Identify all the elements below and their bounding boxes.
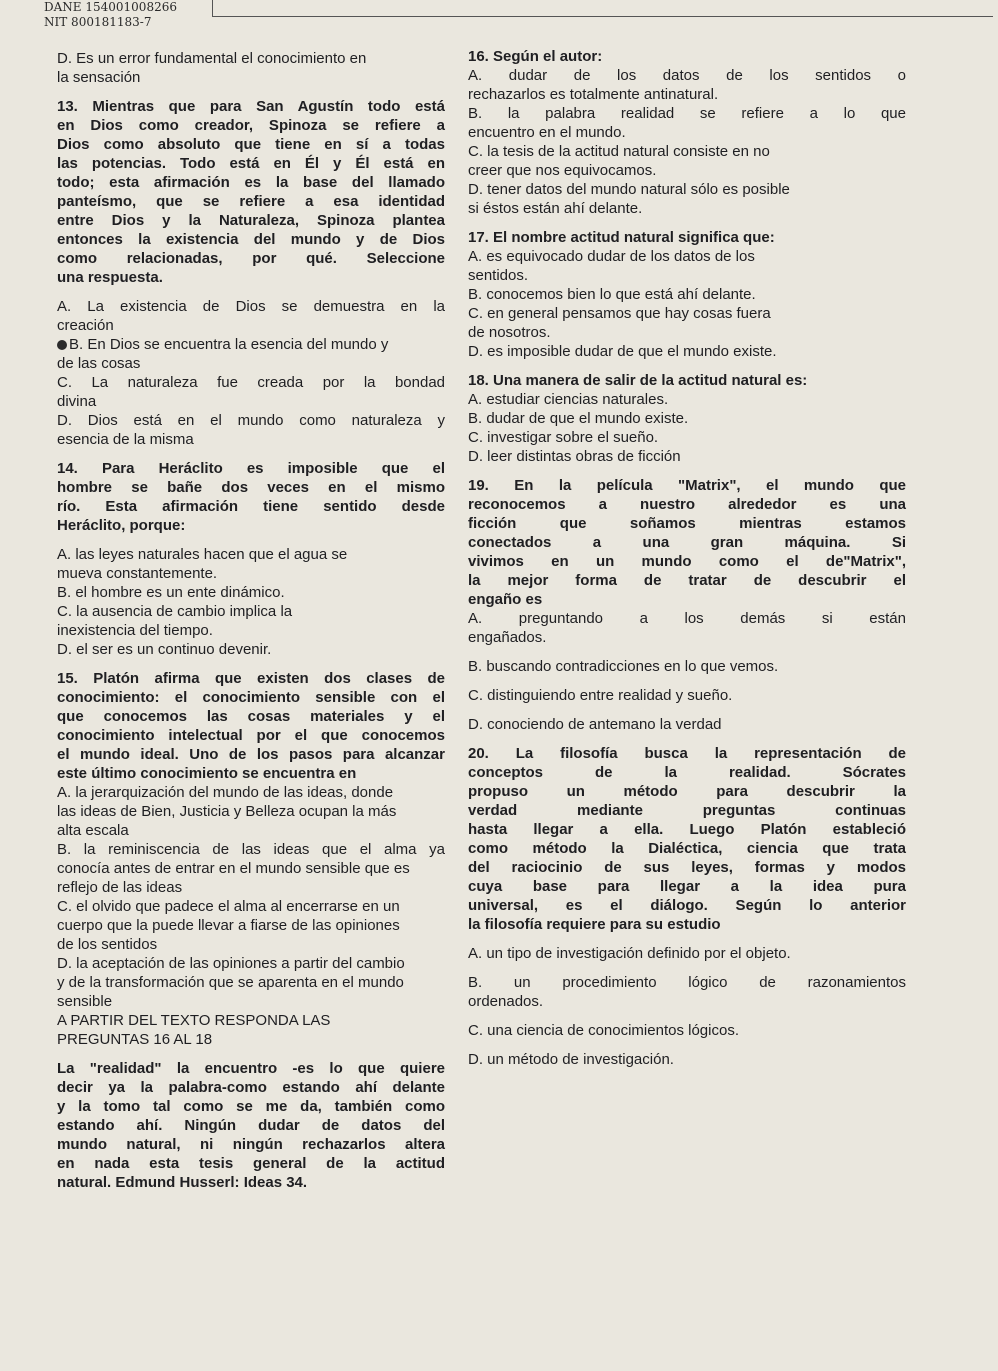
line-text: B. dudar de que el mundo existe. [468, 410, 689, 427]
line-text: Dios como absoluto que tiene en sí a todas [57, 136, 445, 153]
text-line [468, 658, 906, 675]
line-text: conocimiento: el conocimiento sensible con el [57, 689, 445, 706]
text-line [468, 286, 906, 303]
line-text: río. Esta afirmación tiene sentido desde [57, 498, 445, 515]
line-text: la mejor forma de tratar de descubrir el [468, 572, 906, 589]
line-text: el mundo ideal. Uno de los pasos para alcanzar [57, 746, 445, 763]
line-text: La "realidad" la encuentro -es lo que quiere [57, 1060, 445, 1077]
line-text: C. el olvido que padece el alma al encerrarse en un [57, 898, 400, 915]
line-text: entonces la existencia del mundo y de Dios [57, 231, 445, 248]
line-text: hombre se bañe dos veces en el mismo [57, 479, 445, 496]
text-line [57, 298, 445, 315]
line-text: divina [57, 393, 97, 410]
text-line [57, 479, 445, 496]
text-line [468, 124, 906, 141]
text-line [57, 955, 445, 972]
text-line [57, 498, 445, 515]
line-text: rechazarlos es totalmente antinatural. [468, 86, 719, 103]
line-text: 13. Mientras que para San Agustín todo está [57, 98, 445, 115]
line-text: en Dios como creador, Spinoza se refiere a [57, 117, 445, 134]
line-text: B. conocemos bien lo que está ahí delante. [468, 286, 756, 303]
line-text: sensible [57, 993, 113, 1010]
text-line [468, 305, 906, 322]
line-text: C. la tesis de la actitud natural consiste en no [468, 143, 770, 160]
text-line [468, 105, 906, 122]
text-line [468, 496, 906, 513]
line-text: B. la reminiscencia de las ideas que el alma ya [57, 841, 445, 858]
line-text: D. leer distintas obras de ficción [468, 448, 681, 465]
text-line [57, 269, 445, 286]
text-line [57, 250, 445, 267]
line-text: universal, es el diálogo. Según lo anterior [468, 897, 906, 914]
text-line [57, 1031, 445, 1048]
line-text: como método la Dialéctica, ciencia que trata [468, 840, 906, 857]
line-text: engañados. [468, 629, 547, 646]
text-line [468, 591, 906, 608]
line-text: D. la aceptación de las opiniones a partir del cambio [57, 955, 405, 972]
text-line [468, 391, 906, 408]
text-line [57, 1079, 445, 1096]
text-line [468, 1022, 906, 1039]
line-text: una respuesta. [57, 269, 163, 286]
text-line [468, 764, 906, 781]
text-line [57, 212, 445, 229]
text-line [468, 974, 906, 991]
text-line [57, 603, 445, 620]
text-line [468, 429, 906, 446]
line-text: de nosotros. [468, 324, 551, 341]
text-line [468, 477, 906, 494]
text-line [468, 372, 906, 389]
text-line [57, 336, 445, 353]
answer-mark [57, 340, 67, 350]
text-line [468, 410, 906, 427]
text-line [57, 622, 445, 639]
line-text: de los sentidos [57, 936, 158, 953]
line-text: 15. Platón afirma que existen dos clases de [57, 670, 445, 687]
text-line [57, 708, 445, 725]
line-text: como relacionadas, por qué. Seleccione [57, 250, 445, 267]
text-line [57, 670, 445, 687]
text-line [468, 916, 906, 933]
line-text: A. dudar de los datos de los sentidos o [468, 67, 906, 84]
text-line [57, 784, 445, 801]
line-text: estando ahí. Ningún dudar de datos del [57, 1117, 445, 1134]
text-line [57, 974, 445, 991]
text-line [57, 727, 445, 744]
text-line [468, 181, 906, 198]
line-text: vivimos en un mundo como el de"Matrix", [468, 553, 906, 570]
text-line [468, 162, 906, 179]
line-text: decir ya la palabra-como estando ahí delante [57, 1079, 445, 1096]
line-text: A. las leyes naturales hacen que el agua se [57, 546, 348, 563]
text-line [468, 821, 906, 838]
line-text: creación [57, 317, 114, 334]
line-text: 17. El nombre actitud natural significa que: [468, 229, 775, 246]
text-line [57, 98, 445, 115]
line-text: en nada esta tesis general de la actitud [57, 1155, 445, 1172]
text-line [468, 878, 906, 895]
text-line [468, 448, 906, 465]
text-line [57, 1174, 445, 1191]
line-text: D. un método de investigación. [468, 1051, 674, 1068]
line-text: A. estudiar ciencias naturales. [468, 391, 669, 408]
line-text: D. Es un error fundamental el conocimiento en [57, 50, 367, 67]
text-line [468, 610, 906, 627]
line-text: A. es equivocado dudar de los datos de los [468, 248, 755, 265]
line-text: y de la transformación que se aparenta en el mundo [57, 974, 404, 991]
line-text: creer que nos equivocamos. [468, 162, 657, 179]
line-text: 20. La filosofía busca la representación de [468, 745, 906, 762]
text-line [468, 534, 906, 551]
text-line [57, 765, 445, 782]
text-line [57, 1060, 445, 1077]
nit-code: NIT 800181183-7 [44, 15, 152, 29]
text-line [57, 460, 445, 477]
line-text: panteísmo, que se refiere a esa identidad [57, 193, 445, 210]
line-text: las ideas de Bien, Justicia y Belleza ocupan la más [57, 803, 397, 820]
text-line [57, 936, 445, 953]
line-text: A PARTIR DEL TEXTO RESPONDA LAS [57, 1012, 331, 1029]
line-text: 19. En la película "Matrix", el mundo que [468, 477, 906, 494]
line-text: sentidos. [468, 267, 529, 284]
line-text: A. un tipo de investigación definido por el objeto. [468, 945, 791, 962]
text-line [468, 1051, 906, 1068]
text-line [57, 1012, 445, 1029]
line-text: conectados a una gran máquina. Si [468, 534, 906, 551]
text-line [468, 993, 906, 1010]
text-line [57, 231, 445, 248]
line-text: cuerpo que la puede llevar a fiarse de las opiniones [57, 917, 400, 934]
text-line [468, 248, 906, 265]
line-text: conocía antes de entrar en el mundo sensible que es [57, 860, 410, 877]
text-line [468, 229, 906, 246]
text-line [468, 86, 906, 103]
text-line [468, 515, 906, 532]
line-text: inexistencia del tiempo. [57, 622, 213, 639]
line-text: encuentro en el mundo. [468, 124, 626, 141]
line-text: conocimiento intelectual por el que conocemos [57, 727, 445, 744]
line-text: B. En Dios se encuentra la esencia del mundo y [69, 336, 389, 353]
line-text: ficción que soñamos mientras estamos [468, 515, 906, 532]
text-line [57, 898, 445, 915]
line-text: engaño es [468, 591, 543, 608]
text-line [468, 572, 906, 589]
text-line [57, 546, 445, 563]
line-text: B. buscando contradicciones en lo que vemos. [468, 658, 779, 675]
line-text: D. tener datos del mundo natural sólo es posible [468, 181, 790, 198]
text-line [57, 803, 445, 820]
line-text: y la tomo tal como se me da, también como [57, 1098, 445, 1115]
text-line [57, 1098, 445, 1115]
text-line [468, 143, 906, 160]
text-line [468, 859, 906, 876]
line-text: propuso un método para descubrir la [468, 783, 906, 800]
line-text: C. la ausencia de cambio implica la [57, 603, 293, 620]
line-text: del raciocinio de sus leyes, formas y modos [468, 859, 906, 876]
line-text: de las cosas [57, 355, 141, 372]
text-line [57, 155, 445, 172]
line-text: si éstos están ahí delante. [468, 200, 643, 217]
line-text: reflejo de las ideas [57, 879, 183, 896]
text-line [57, 517, 445, 534]
text-line [57, 393, 445, 410]
line-text: 14. Para Heráclito es imposible que el [57, 460, 445, 477]
text-line [57, 565, 445, 582]
text-line [57, 641, 445, 658]
text-line [57, 917, 445, 934]
line-text: D. es imposible dudar de que el mundo existe. [468, 343, 777, 360]
text-line [468, 67, 906, 84]
text-line [57, 136, 445, 153]
line-text: C. distinguiendo entre realidad y sueño. [468, 687, 733, 704]
text-line [468, 945, 906, 962]
line-text: esencia de la misma [57, 431, 194, 448]
text-line [57, 355, 445, 372]
line-text: la filosofía requiere para su estudio [468, 916, 721, 933]
text-line [468, 343, 906, 360]
text-line [57, 374, 445, 391]
text-line [57, 1117, 445, 1134]
line-text: C. investigar sobre el sueño. [468, 429, 659, 446]
line-text: Heráclito, porque: [57, 517, 186, 534]
text-line [468, 553, 906, 570]
line-text: verdad mediante preguntas continuas [468, 802, 906, 819]
text-line [57, 412, 445, 429]
line-text: que conocemos las cosas materiales y el [57, 708, 445, 725]
text-line [57, 689, 445, 706]
text-line [57, 1136, 445, 1153]
line-text: cuya base para llegar a la idea pura [468, 878, 906, 895]
text-line [468, 324, 906, 341]
line-text: mundo natural, ni ningún rechazarlos altera [57, 1136, 445, 1153]
text-line [57, 879, 445, 896]
line-text: D. conociendo de antemano la verdad [468, 716, 722, 733]
line-text: A. La existencia de Dios se demuestra en la [57, 298, 445, 315]
text-line [57, 117, 445, 134]
line-text: mueva constantemente. [57, 565, 218, 582]
line-text: D. Dios está en el mundo como naturaleza y [57, 412, 445, 429]
line-text: PREGUNTAS 16 AL 18 [57, 1031, 213, 1048]
text-line [468, 802, 906, 819]
document-header [44, 0, 177, 30]
text-line [468, 629, 906, 646]
line-text: 18. Una manera de salir de la actitud natural es: [468, 372, 808, 389]
line-text: alta escala [57, 822, 129, 839]
line-text: B. la palabra realidad se refiere a lo que [468, 105, 906, 122]
text-line [57, 841, 445, 858]
line-text: 16. Según el autor: [468, 48, 603, 65]
text-line [468, 267, 906, 284]
text-line [468, 200, 906, 217]
line-text: B. un procedimiento lógico de razonamientos [468, 974, 906, 991]
line-text: A. preguntando a los demás si están [468, 610, 906, 627]
line-text: C. en general pensamos que hay cosas fuera [468, 305, 771, 322]
dane-code: DANE 154001008266 [44, 0, 177, 14]
line-text: A. la jerarquización del mundo de las ideas, donde [57, 784, 394, 801]
text-line [468, 687, 906, 704]
text-line [57, 317, 445, 334]
header-rule [212, 0, 993, 17]
text-line [57, 993, 445, 1010]
text-line [468, 840, 906, 857]
line-text: todo; esta afirmación es la base del llamado [57, 174, 445, 191]
line-text: reconocemos a nuestro alrededor es una [468, 496, 906, 513]
text-line [57, 69, 445, 86]
text-line [468, 745, 906, 762]
line-text: D. el ser es un continuo devenir. [57, 641, 272, 658]
line-text: este último conocimiento se encuentra en [57, 765, 357, 782]
line-text: conceptos de la realidad. Sócrates [468, 764, 906, 781]
text-line [57, 1155, 445, 1172]
text-line [57, 746, 445, 763]
text-line [57, 174, 445, 191]
text-line [57, 193, 445, 210]
line-text: C. una ciencia de conocimientos lógicos. [468, 1022, 739, 1039]
line-text: B. el hombre es un ente dinámico. [57, 584, 285, 601]
text-line [57, 431, 445, 448]
line-text: C. La naturaleza fue creada por la bondad [57, 374, 445, 391]
text-line [57, 50, 445, 67]
line-text: entre Dios y la Naturaleza, Spinoza plantea [57, 212, 445, 229]
text-line [468, 48, 906, 65]
text-line [468, 783, 906, 800]
line-text: natural. Edmund Husserl: Ideas 34. [57, 1174, 308, 1191]
text-line [57, 584, 445, 601]
text-line [468, 716, 906, 733]
line-text: la sensación [57, 69, 141, 86]
line-text: hasta llegar a ella. Luego Platón estableció [468, 821, 906, 838]
text-line [57, 860, 445, 877]
text-line [468, 897, 906, 914]
line-text: ordenados. [468, 993, 544, 1010]
text-line [57, 822, 445, 839]
line-text: las potencias. Todo está en Él y Él está en [57, 155, 445, 172]
